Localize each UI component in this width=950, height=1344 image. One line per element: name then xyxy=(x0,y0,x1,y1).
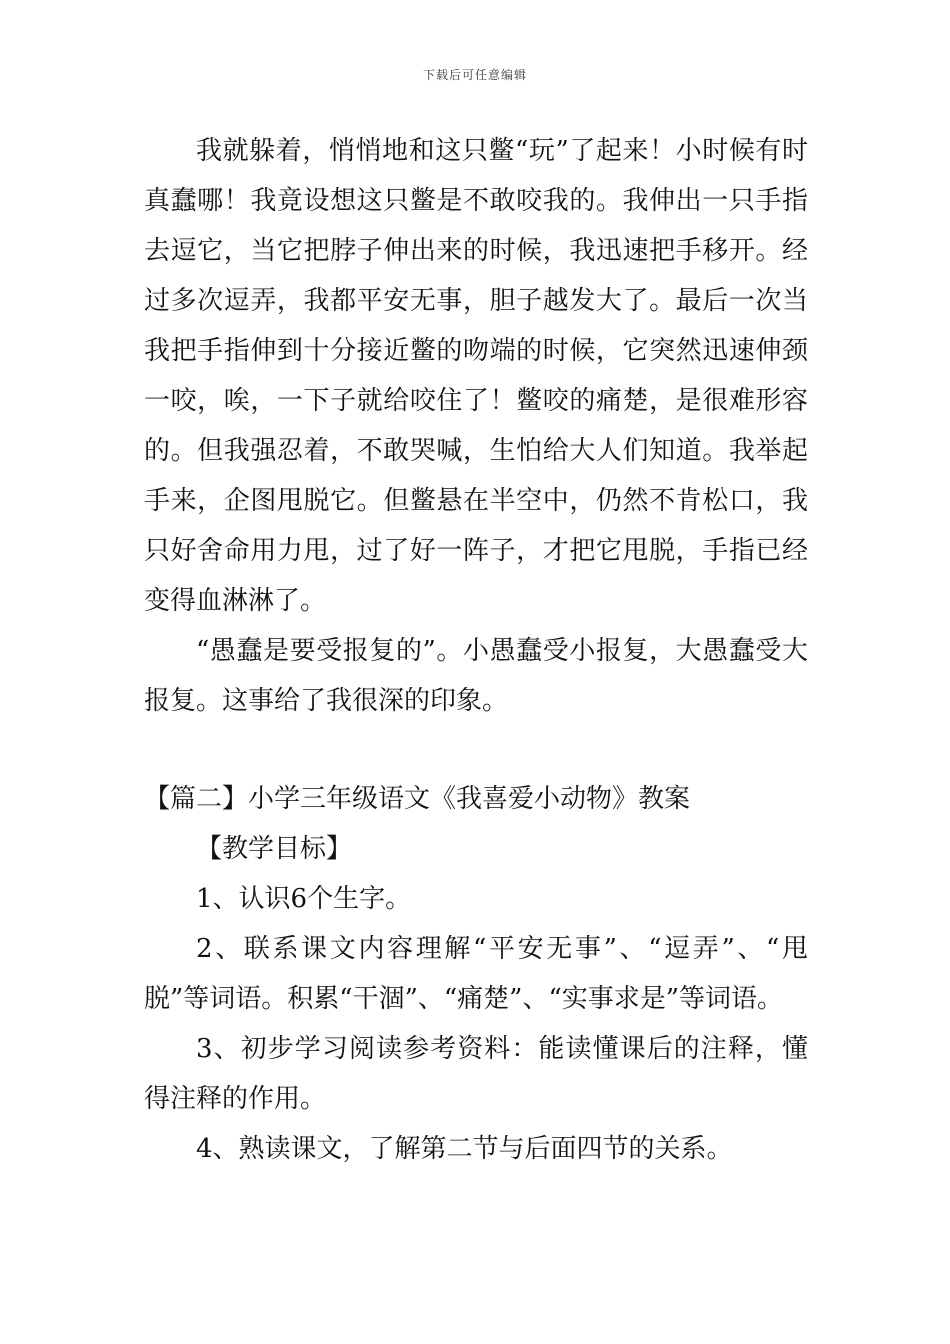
section-title: 【篇二】小学三年级语文《我喜爱小动物》教案 xyxy=(144,784,691,814)
goal-item: 3、初步学习阅读参考资料：能读懂课后的注释，懂得注释的作用。 xyxy=(144,1034,808,1114)
story-paragraph: “愚蠢是要受报复的”。小愚蠢受小报复，大愚蠢受大报复。这事给了我很深的印象。 xyxy=(144,636,808,716)
section-subtitle: 【教学目标】 xyxy=(196,834,353,864)
goal-item: 4、熟读课文，了解第二节与后面四节的关系。 xyxy=(196,1134,733,1164)
goal-item: 2、联系课文内容理解“平安无事”、“逗弄”、“甩脱”等词语。积累“干涸”、“痛楚”、“实事求是”等词语。 xyxy=(144,934,808,1014)
page-header: 下载后可任意编辑 xyxy=(422,68,527,82)
goal-item: 1、认识6个生字。 xyxy=(196,884,412,914)
story-paragraph: 我就躲着，悄悄地和这只鳖“玩”了起来！小时候有时真蠢哪！我竟设想这只鳖是不敢咬我的。我伸出一只手指去逗它，当它把脖子伸出来的时候，我迅速把手移开。经过多次逗弄，我都平安无事，胆子越发大了。最后一次当我把手指伸到十分接近鳖的吻端的时候，它突然迅速伸颈一咬，唉，一下子就给咬住了！鳖咬的痛楚，是很难形容的。但我强忍着，不敢哭喊，生怕给大人们知道。我举起手来，企图甩脱它。但鳖悬在半空中，仍然不肯松口，我只好舍命用力甩，过了好一阵子，才把它甩脱，手指已经变得血淋淋了。 xyxy=(144,136,808,616)
section-gap xyxy=(144,726,808,774)
document-body xyxy=(144,126,808,1174)
